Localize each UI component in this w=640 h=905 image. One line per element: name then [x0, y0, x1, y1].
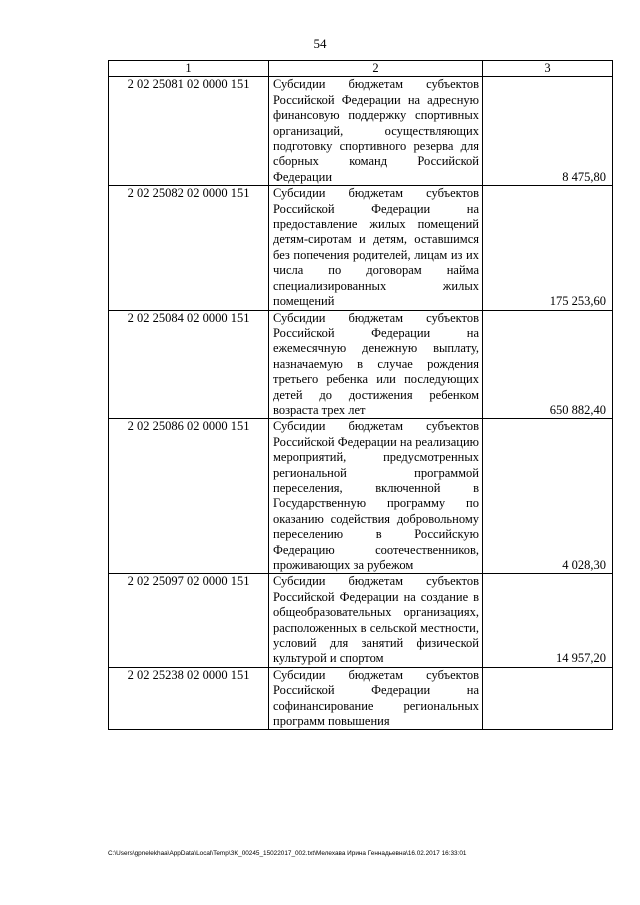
row-description: Субсидии бюджетам субъектов Российской Федерации на предоставление жилых помещений детям-сиротам и детям, оставшимся без попечения родителей, лицам из их числа по договорам найма специализированных жилых помещений: [269, 186, 483, 310]
file-path-footer: C:\Users\gpnelekhaa\AppData\Local\Temp\ЗК_00245_15022017_002.txt\Мелехава Ирина Геннадьевна\16.02.2017 16:33:01: [108, 850, 467, 857]
table-row: [109, 574, 613, 667]
table-row: [109, 310, 613, 419]
budget-table: [108, 60, 613, 730]
column-header-1: 1: [109, 61, 269, 77]
budget-code: 2 02 25238 02 0000 151: [109, 667, 269, 730]
row-description: Субсидии бюджетам субъектов Российской Федерации на создание в общеобразовательных организациях, расположенных в сельской местности, условий для занятий физической культурой и спортом: [269, 574, 483, 667]
row-amount: 8 475,80: [483, 77, 613, 186]
page-number: 54: [313, 36, 327, 51]
table-row: [109, 77, 613, 186]
budget-code: 2 02 25097 02 0000 151: [109, 574, 269, 667]
row-amount: [483, 667, 613, 730]
row-description: Субсидии бюджетам субъектов Российской Федерации на ежемесячную денежную выплату, назначаемую в случае рождения третьего ребенка или последующих детей до достижения ребенком возраста трех лет: [269, 310, 483, 419]
table-row: [109, 419, 613, 574]
row-description: Субсидии бюджетам субъектов Российской Федерации на софинансирование региональных программ повышения: [269, 667, 483, 730]
budget-code: 2 02 25084 02 0000 151: [109, 310, 269, 419]
row-amount: 175 253,60: [483, 186, 613, 310]
row-amount: 14 957,20: [483, 574, 613, 667]
row-amount: 650 882,40: [483, 310, 613, 419]
table-header-row: [109, 61, 613, 77]
row-amount: 4 028,30: [483, 419, 613, 574]
budget-code: 2 02 25081 02 0000 151: [109, 77, 269, 186]
table-row: [109, 186, 613, 310]
budget-code: 2 02 25082 02 0000 151: [109, 186, 269, 310]
budget-code: 2 02 25086 02 0000 151: [109, 419, 269, 574]
column-header-2: 2: [269, 61, 483, 77]
column-header-3: 3: [483, 61, 613, 77]
row-description: Субсидии бюджетам субъектов Российской Федерации на реализацию мероприятий, предусмотренных региональной программой переселения, включенной в Государственную программу по оказанию содействия добровольному переселению в Российскую Федерацию соотечественников, проживающих за рубежом: [269, 419, 483, 574]
table-row: [109, 667, 613, 730]
row-description: Субсидии бюджетам субъектов Российской Федерации на адресную финансовую поддержку спортивных организаций, осуществляющих подготовку спортивного резерва для сборных команд Российской Федерации: [269, 77, 483, 186]
